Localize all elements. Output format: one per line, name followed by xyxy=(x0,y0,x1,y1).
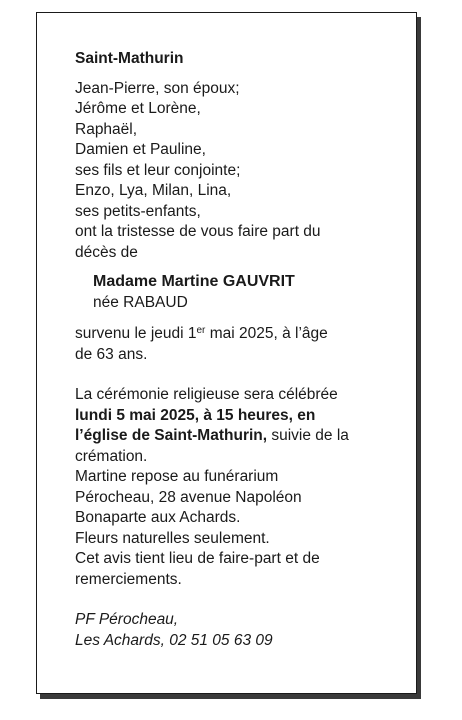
ceremony-block xyxy=(75,385,410,590)
family-line: ses fils et leur conjointe; xyxy=(75,161,241,179)
place-heading: Saint-Mathurin xyxy=(75,50,184,67)
death-line-2: de 63 ans. xyxy=(75,345,148,363)
detail-line: Pérocheau, 28 avenue Napoléon xyxy=(75,488,302,506)
death-superscript: er xyxy=(196,325,206,336)
family-line: ses petits-enfants, xyxy=(75,202,201,220)
family-line: Enzo, Lya, Milan, Lina, xyxy=(75,182,232,199)
ceremony-line: crémation. xyxy=(75,447,148,465)
family-list xyxy=(75,79,410,264)
notice-content xyxy=(75,49,410,651)
funeral-home xyxy=(75,610,410,651)
deceased-name: Madame Martine GAUVRIT xyxy=(93,273,295,290)
death-details xyxy=(75,324,410,365)
death-prefix: survenu le jeudi 1 xyxy=(75,325,197,342)
obituary-notice xyxy=(36,12,417,694)
ceremony-location-line xyxy=(75,426,410,447)
funeral-home-name: PF Pérocheau, xyxy=(75,611,179,628)
detail-line: Cet avis tient lieu de faire-part et de xyxy=(75,550,320,567)
deceased-block xyxy=(93,272,410,313)
ceremony-location: l’église de Saint-Mathurin, xyxy=(75,427,268,444)
detail-line: remerciements. xyxy=(75,570,182,588)
detail-line: Martine repose au funérarium xyxy=(75,468,279,485)
maiden-name: née RABAUD xyxy=(93,293,188,311)
family-line: Jérôme et Lorène, xyxy=(75,100,201,117)
family-line: Damien et Pauline, xyxy=(75,141,206,158)
ceremony-rest: suivie de la xyxy=(267,427,349,444)
ceremony-line: La cérémonie religieuse sera célébrée xyxy=(75,386,338,403)
family-line: ont la tristesse de vous faire part du xyxy=(75,223,321,240)
family-line: Jean-Pierre, son époux; xyxy=(75,79,240,97)
detail-line: Bonaparte aux Achards. xyxy=(75,509,241,526)
funeral-home-contact: Les Achards, 02 51 05 63 09 xyxy=(75,631,273,649)
death-suffix: mai 2025, à l’âge xyxy=(205,325,328,342)
ceremony-date: lundi 5 mai 2025, à 15 heures, en xyxy=(75,406,316,424)
death-line-1 xyxy=(75,324,410,345)
detail-line: Fleurs naturelles seulement. xyxy=(75,529,270,547)
family-line: décès de xyxy=(75,243,138,261)
family-line: Raphaël, xyxy=(75,120,138,138)
